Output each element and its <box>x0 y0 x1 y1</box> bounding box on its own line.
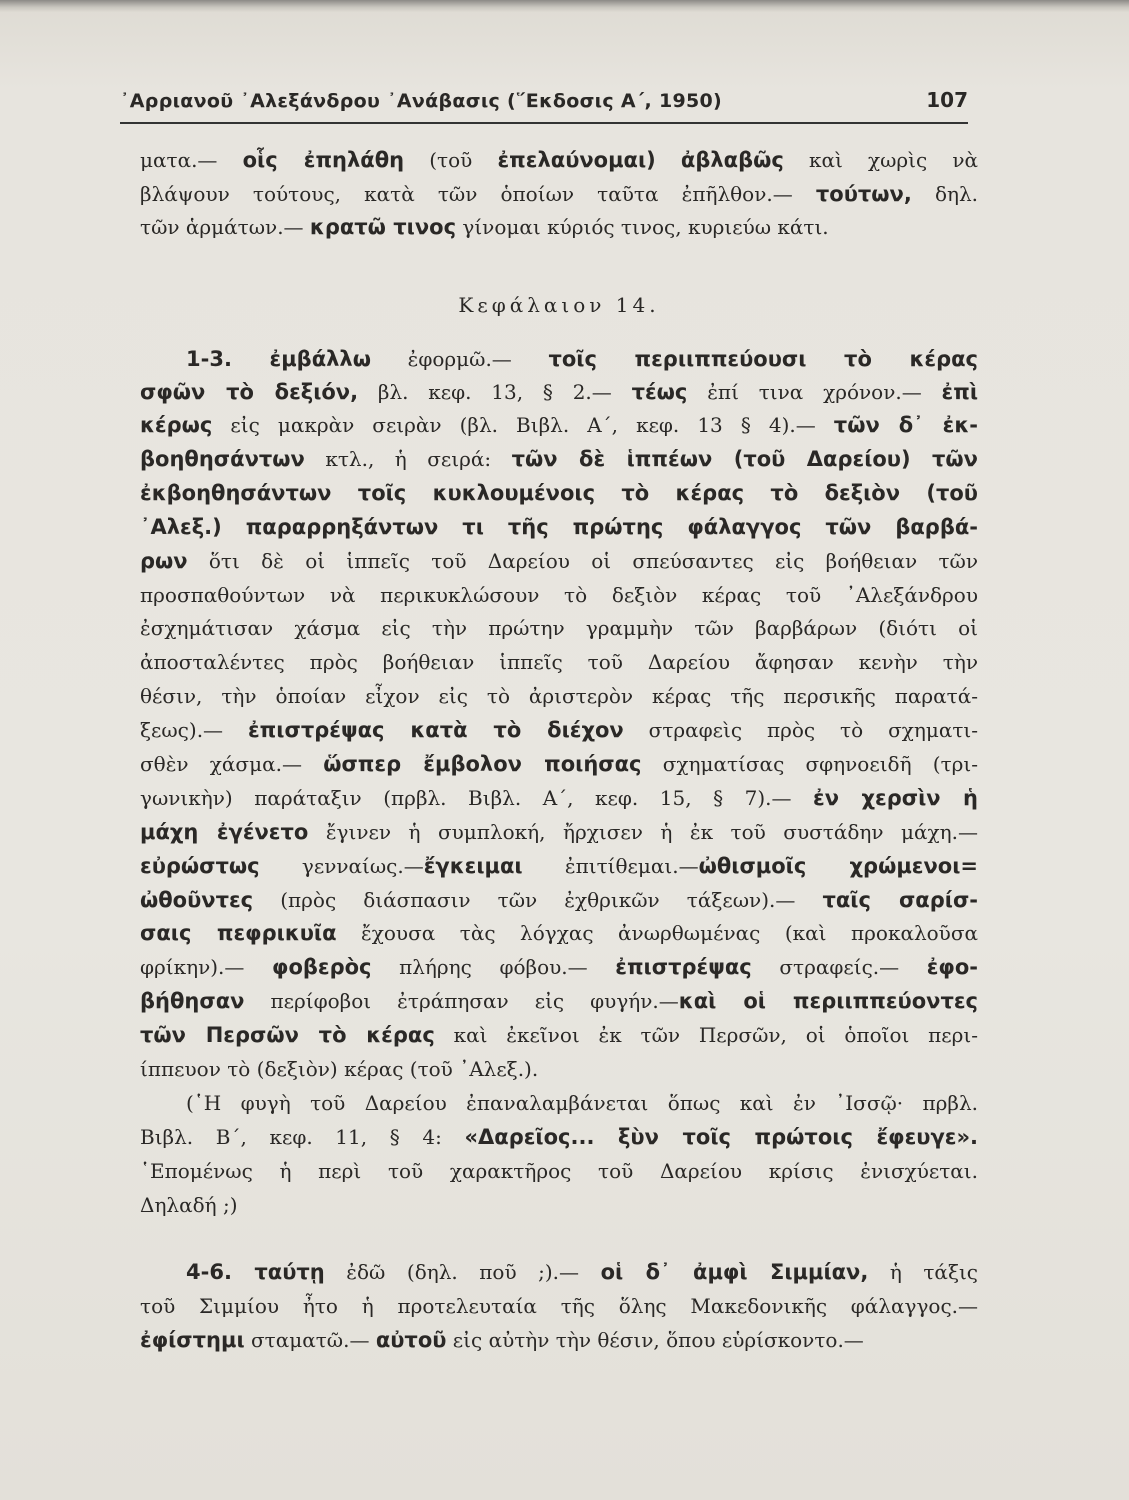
text-line <box>140 1191 978 1219</box>
text-line <box>140 886 978 914</box>
gloss-text: γίνομαι κύριός τινος, κυριεύω κάτι. <box>456 215 829 239</box>
lemma-term: τῶν δ᾿ ἐκ- <box>833 413 978 437</box>
lemma-term: ἐκβοηθησάντων τοῖς κυκλουμένοις τὸ κέρας τὸ δεξιὸν (τοῦ <box>140 481 978 505</box>
gloss-text: ἔχουσα τὰς λόγχας ἀνωρθωμένας (καὶ προκαλοῦσα <box>336 921 978 945</box>
gloss-text: περίφοβοι ἐτράπησαν εἰς φυγήν.— <box>244 989 679 1013</box>
gloss-text: κτλ., ἡ σειρά: <box>304 447 512 471</box>
gloss-text: σθὲν χάσμα.— <box>140 752 324 776</box>
gloss-text: γενναίως.— <box>259 854 424 878</box>
text-line <box>140 1123 978 1151</box>
gloss-text: ὅτι δὲ οἱ ἱππεῖς τοῦ Δαρείου οἱ σπεύσαντες εἰς βοήθειαν τῶν <box>187 549 978 573</box>
text-line <box>140 1326 978 1354</box>
lemma-term: 4-6. ταύτῃ <box>186 1260 325 1284</box>
gloss-text: σταματῶ.— <box>244 1328 376 1352</box>
text-line <box>140 614 978 642</box>
lemma-term: ταῖς σαρίσ- <box>822 888 979 912</box>
gloss-text: γωνικὴν) παράταξιν (πρβλ. Βιβλ. Α΄, κεφ. 15, § 7).— <box>140 786 813 810</box>
gloss-text: στραφεὶς πρὸς τὸ σχηματι- <box>623 718 979 742</box>
lemma-term: ἐπὶ <box>941 380 978 404</box>
chapter-heading: Κεφάλαιον 14. <box>458 293 660 317</box>
lemma-term: ἐν χερσὶν ἡ <box>813 786 978 810</box>
text-line <box>140 852 978 880</box>
gloss-text: Δηλαδή ;) <box>140 1193 238 1217</box>
gloss-text: πλήρης φόβου.— <box>371 955 616 979</box>
lemma-term: τούτων, <box>815 182 912 206</box>
lemma-term: ρων <box>140 549 188 573</box>
lemma-term: ἐφο- <box>926 955 978 979</box>
gloss-text: στραφείς.— <box>751 955 927 979</box>
gloss-text: προσπαθούντων νὰ περικυκλώσουν τὸ δεξιὸν κέρας τοῦ ᾿Αλεξάνδρου <box>140 583 978 607</box>
lemma-term: βήθησαν <box>140 989 245 1013</box>
text-line <box>140 180 978 208</box>
page-header <box>120 88 968 124</box>
text-line <box>140 716 978 744</box>
lemma-term: ὥσπερ ἔμβολον ποιήσας <box>323 752 642 776</box>
gloss-text: δηλ. <box>911 182 978 206</box>
text-line <box>186 1089 978 1117</box>
page-number: 107 <box>926 88 968 112</box>
lemma-term: ἐπιστρέψας κατὰ τὸ διέχον <box>247 718 624 742</box>
gloss-text: εἰς αὐτὴν τὴν θέσιν, ὅπου εὑρίσκοντο.— <box>446 1328 864 1352</box>
lemma-term: ἔγκειμαι <box>423 854 523 878</box>
gloss-text: βλ. κεφ. 13, § 2.— <box>358 380 632 404</box>
text-line <box>186 1258 978 1286</box>
lemma-term: ἀβλαβῶς <box>680 148 784 172</box>
lemma-term: ἐπελαύνομαι) <box>497 148 656 172</box>
lemma-term: μάχη ἐγένετο <box>140 820 309 844</box>
lemma-term: ᾿Αλεξ.) παραρρηξάντων τι τῆς πρώτης φάλαγγος τῶν βαρβά- <box>140 515 978 539</box>
gloss-text: ματα.— <box>140 148 243 172</box>
gloss-text: ἐφορμῶ.— <box>370 347 549 371</box>
gloss-text: ίππευον τὸ (δεξιὸν) κέρας (τοῦ ᾿Αλεξ.). <box>140 1057 539 1081</box>
text-line <box>140 445 978 473</box>
lemma-term: οἷς ἐπηλάθη <box>242 148 405 172</box>
text-line <box>140 513 978 541</box>
text-line <box>140 784 978 812</box>
lemma-term: 1-3. ἐμβάλλω <box>186 347 371 371</box>
text-line <box>140 1292 978 1320</box>
text-line <box>140 648 978 676</box>
text-line <box>140 682 978 710</box>
lemma-term: ὠθισμοῖς χρώμενοι= <box>698 854 978 878</box>
gloss-text: ἡ τάξις <box>868 1260 978 1284</box>
lemma-term: τέως <box>631 380 688 404</box>
lemma-term: τοῖς περιιππεύουσι τὸ κέρας <box>548 347 978 371</box>
gloss-text: ἐπιτίθεμαι.— <box>522 854 699 878</box>
gloss-text: ἐδῶ (δηλ. ποῦ ;).— <box>324 1260 601 1284</box>
text-line <box>140 378 978 406</box>
text-line <box>140 479 978 507</box>
text-line <box>140 1021 978 1049</box>
lemma-term: κέρως <box>140 413 213 437</box>
running-title: ᾿Αρριανοῦ ᾿Αλεξάνδρου ᾿Ανάβασις (῞Εκδοσις Α΄, 1950) <box>120 90 723 112</box>
gloss-text: ἔγινεν ἡ συμπλοκή, ἤρχισεν ἡ ἐκ τοῦ συστάδην μάχη.— <box>308 820 978 844</box>
lemma-term: φοβερὸς <box>272 955 372 979</box>
text-line <box>140 953 978 981</box>
lemma-term: καὶ οἱ περιιππεύοντες <box>678 989 978 1013</box>
gloss-text: Βιβλ. Β΄, κεφ. 11, § 4: <box>140 1125 465 1149</box>
text-line <box>140 919 978 947</box>
gloss-text: (῾Η φυγὴ τοῦ Δαρείου ἐπαναλαμβάνεται ὅπως καὶ ἐν ᾿Ισσῷ· πρβλ. <box>186 1091 978 1115</box>
gloss-text: τοῦ Σιμμίου ἦτο ἡ προτελευταία τῆς ὅλης Μακεδονικῆς φάλαγγος.— <box>140 1294 978 1318</box>
scan-edge <box>0 0 1129 12</box>
text-line <box>140 581 978 609</box>
text-line <box>140 750 978 778</box>
gloss-text: ῾Επομένως ἡ περὶ τοῦ χαρακτῆρος τοῦ Δαρείου κρίσις ἐνισχύεται. <box>140 1159 978 1183</box>
lemma-term: βοηθησάντων <box>140 447 305 471</box>
gloss-text: (τοῦ <box>404 148 498 172</box>
lemma-term: κρατῶ τινος <box>309 215 457 239</box>
lemma-term: οἱ δ᾿ ἀμφὶ Σιμμίαν, <box>600 1260 869 1284</box>
gloss-text: καὶ χωρὶς νὰ <box>783 148 979 172</box>
lemma-term: ἐπιστρέψας <box>615 955 752 979</box>
lemma-term: ὠθοῦντες <box>140 888 254 912</box>
gloss-text: θέσιν, τὴν ὁποίαν εἶχον εἰς τὸ ἀριστερὸν κέρας τῆς περσικῆς παρατά- <box>140 684 978 708</box>
gloss-text <box>656 148 681 172</box>
gloss-text: τῶν ἁρμάτων.— <box>140 215 310 239</box>
lemma-term: τῶν δὲ ἱππέων (τοῦ Δαρείου) τῶν <box>511 447 978 471</box>
lemma-term: σαις πεφρικυῖα <box>140 921 337 945</box>
gloss-text: ἐπί τινα χρόνον.— <box>687 380 942 404</box>
lemma-term: σφῶν τὸ δεξιόν, <box>140 380 359 404</box>
gloss-text: βλάψουν τούτους, κατὰ τῶν ὁποίων ταῦτα ἐπῆλθον.— <box>140 182 816 206</box>
gloss-text: (πρὸς διάσπασιν τῶν ἐχθρικῶν τάξεων).— <box>253 888 823 912</box>
text-line <box>140 818 978 846</box>
text-line <box>140 411 978 439</box>
gloss-text: σχηματίσας σφηνοειδῆ (τρι- <box>641 752 979 776</box>
text-line <box>140 213 978 241</box>
gloss-text: ξεως).— <box>140 718 248 742</box>
text-line <box>140 547 978 575</box>
gloss-text: φρίκην).— <box>140 955 273 979</box>
gloss-text: ἐσχημάτισαν χάσμα εἰς τὴν πρώτην γραμμὴν τῶν βαρβάρων (διότι οἱ <box>140 616 978 640</box>
lemma-term: εὐρώστως <box>140 854 260 878</box>
lemma-term: τῶν Περσῶν τὸ κέρας <box>140 1023 435 1047</box>
lemma-term: ἐφίστημι <box>140 1328 245 1352</box>
text-line <box>186 345 978 373</box>
gloss-text: καὶ ἐκεῖνοι ἐκ τῶν Περσῶν, οἱ ὁποῖοι περι- <box>434 1023 978 1047</box>
text-line <box>140 1157 978 1185</box>
text-line <box>140 146 978 174</box>
gloss-text: εἰς μακρὰν σειρὰν (βλ. Βιβλ. Α΄, κεφ. 13 § 4).— <box>212 413 834 437</box>
lemma-term: «Δαρεῖος... ξὺν τοῖς πρώτοις ἔφευγε». <box>464 1125 978 1149</box>
text-line <box>140 1055 978 1083</box>
text-line <box>140 987 978 1015</box>
lemma-term: αὐτοῦ <box>375 1328 447 1352</box>
gloss-text: ἀποσταλέντες πρὸς βοήθειαν ἱππεῖς τοῦ Δαρείου ἄφησαν κενὴν τὴν <box>140 650 978 674</box>
